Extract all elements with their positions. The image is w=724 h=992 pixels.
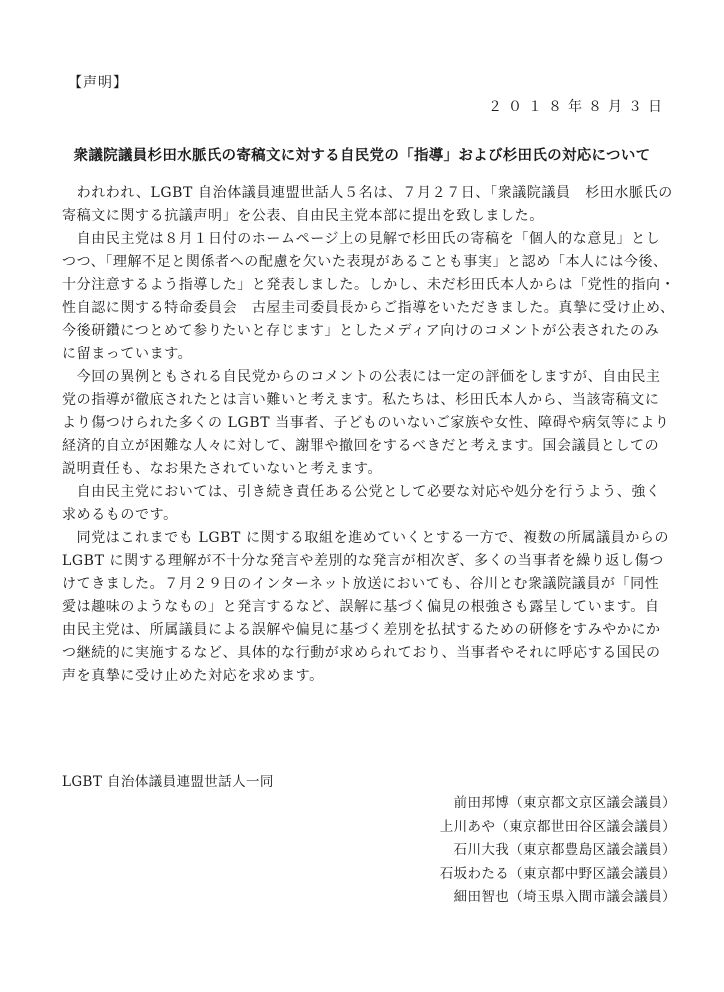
signature-list	[440, 792, 676, 910]
body-line: 由民主党は、所属議員による誤解や偏見に基づく差別を払拭するための研修をすみやかにか	[62, 622, 661, 638]
body-line: 今後研鑽につとめて参りたいと存じます」としたメディア向けのコメントが公表されたのみ	[62, 323, 660, 339]
statement-title: 衆議院議員杉田水脈氏の寄稿文に対する自民党の「指導」および杉田氏の対応について	[73, 147, 651, 164]
body-line: 十分注意するよう指導した」と発表しました。しかし、未だ杉田氏本人からは「党性的指向・	[62, 277, 676, 293]
statement-body	[62, 182, 674, 688]
body-line: 愛は趣味のようなもの」と発言するなど、誤解に基づく偏見の根強さも露呈しています。自	[62, 599, 660, 615]
signer-name: 前田邦博（東京都文京区議会議員）	[453, 795, 676, 811]
body-line: つ継続的に実施するなど、具体的な行動が求められており、当事者やそれに呼応する国民の	[62, 645, 661, 661]
signer-name: 石坂わたる（東京都中野区議会議員）	[439, 865, 676, 882]
signer-name: 細田智也（埼玉県入間市議会議員）	[453, 889, 676, 905]
signer-name: 上川あや（東京都世田谷区議会議員）	[439, 818, 676, 835]
body-line: より傷つけられた多くの LGBT 当事者、子どものいないご家族や女性、障碍や病気等により	[62, 415, 670, 431]
statement-label: 【声明】	[68, 75, 128, 91]
body-line: 今回の異例ともされる自民党からのコメントの公表には一定の評価をしますが、自由民主	[62, 369, 661, 385]
body-line: 党の指導が徹底されたとは言い難いと考えます。私たちは、杉田氏本人から、当該寄稿文に	[62, 392, 660, 408]
body-line: 自由民主党においては、引き続き責任ある公党として必要な対応や処分を行うよう、強く	[62, 484, 661, 500]
signature-group: LGBT 自治体議員連盟世話人一同	[62, 774, 274, 790]
body-line: に留まっています。	[62, 346, 193, 362]
body-line: 求めるものです。	[62, 507, 178, 523]
body-line: 経済的自立が困難な人々に対して、謝罪や撤回をするべきだと考えます。国会議員としての	[62, 438, 660, 454]
signer-name: 石川大我（東京都豊島区議会議員）	[453, 842, 676, 858]
body-line: けてきました。７月２９日のインターネット放送においても、谷川とむ衆議院議員が「同性	[62, 576, 660, 592]
body-line: 声を真摯に受け止めた対応を求めます。	[62, 668, 324, 684]
statement-date: ２０１８年８月３日	[488, 99, 668, 115]
body-line: 同党はこれまでも LGBT に関する取組を進めていくとする一方で、複数の所属議員からの	[62, 530, 670, 546]
body-line: 説明責任も、なお果たされていないと考えます。	[62, 461, 383, 477]
body-line: われわれ、LGBT 自治体議員連盟世話人５名は、７月２７日、「衆議院議員 杉田水脈氏の	[62, 185, 673, 201]
body-line: 寄稿文に関する抗議声明」を公表、自由民主党本部に提出を致しました。	[62, 208, 544, 224]
body-line: つつ、「理解不足と関係者への配慮を欠いた表現があることも事実」と認め「本人には今後、	[62, 254, 668, 270]
body-line: 自由民主党は８月１日付のホームページ上の見解で杉田氏の寄稿を「個人的な意見」とし	[62, 231, 661, 247]
body-line: 性自認に関する特命委員会 古屋圭司委員長からご指導をいただきました。真摯に受け止め、	[62, 300, 675, 316]
body-line: LGBT に関する理解が不十分な発言や差別的な発言が相次ぎ、多くの当事者を繰り返し傷つ	[62, 553, 664, 569]
